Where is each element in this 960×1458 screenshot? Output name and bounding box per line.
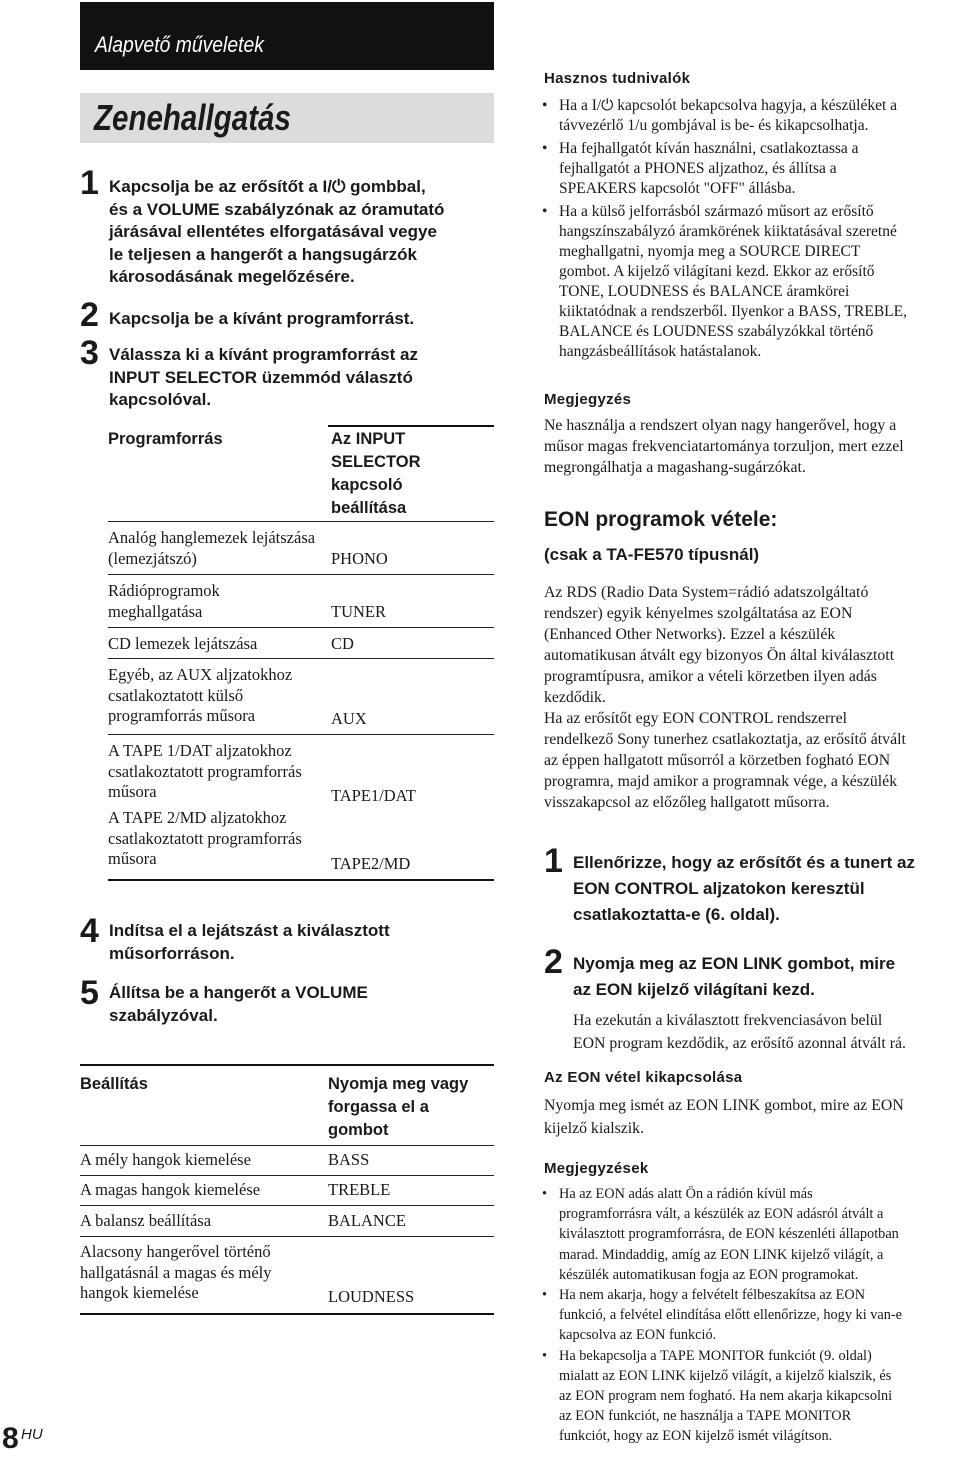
table-header-setting: Az INPUT SELECTOR kapcsoló beállítása bbox=[331, 430, 421, 517]
table-row-rule bbox=[108, 574, 494, 575]
eon-step-2-number: 2 bbox=[544, 943, 563, 981]
table-top-rule bbox=[80, 1064, 494, 1066]
eon-off-heading: Az EON vétel kikapcsolása bbox=[544, 1069, 743, 1086]
table-cell-source: Rádióprogramok meghallgatása bbox=[108, 581, 220, 621]
eon-intro: Az RDS (Radio Data System=rádió adatszolgáltató rendszer) egyik kényelmes szolgáltatása az EON (Enhanced Other Networks). Ezzel a készülék automatikusan átvált egy bizonyos Ön által kiválasztott programtípusra, amikor a vételi körzetben ilyen adás kezdődik. Ha az erősítőt egy EON CONTROL rendszerrel rendelkező Sony tunerhez csatlakoztatja, az erősítő átvált az éppen hallgatott műsorról a körzetben fogható EON programra, majd amikor a programnak vége, a készülék visszakapcsol az előzőleg hallgatott műsorra. bbox=[544, 584, 906, 811]
step-number: 4 bbox=[80, 912, 99, 950]
table-cell-setting: A mély hangok kiemelése bbox=[80, 1150, 251, 1169]
notes-list bbox=[540, 1184, 960, 1447]
step-text: Kapcsolja be az erősítőt a I/⏻ gombbal, és a VOLUME szabályzónak az óramutató járásával ellentétes elforgatásával vegye le teljesen a hangerőt a hangsugárzók károsodásának megelőzésére. bbox=[109, 177, 445, 286]
tips-heading: Hasznos tudnivalók bbox=[544, 70, 691, 87]
page-language: HU bbox=[21, 1426, 43, 1443]
eon-step-1-text: Ellenőrizze, hogy az erősítőt és a tunert az EON CONTROL aljzatokon keresztül csatlakoztatta-e (6. oldal). bbox=[573, 853, 915, 924]
note-text: Ne használja a rendszert olyan nagy hangerővel, hogy a műsor magas frekvenciatartománya torzuljon, mert ezzel megrongálhatja a magashang-sugárzókat. bbox=[544, 417, 904, 476]
table-cell-setting: Alacsony hangerővel történő hallgatásnál a magas és mély hangok kiemelése bbox=[80, 1242, 272, 1302]
step-text: Kapcsolja be a kívánt programforrást. bbox=[109, 309, 415, 328]
table-bottom-rule bbox=[108, 879, 494, 881]
step-text: Indítsa el a lejátszást a kiválasztott műsorforráson. bbox=[109, 921, 390, 963]
table-bottom-rule bbox=[80, 1313, 494, 1315]
tips-list bbox=[540, 96, 960, 362]
table-row-rule bbox=[80, 1205, 494, 1206]
note-heading: Megjegyzés bbox=[544, 391, 632, 408]
eon-step-2-text: Nyomja meg az EON LINK gombot, mire az EON kijelző világítani kezd. bbox=[573, 954, 896, 999]
table-cell-control: BASS bbox=[328, 1150, 370, 1169]
table-cell-control: LOUDNESS bbox=[328, 1287, 415, 1306]
eon-off-text: Nyomja meg ismét az EON LINK gombot, mire az EON kijelző kialszik. bbox=[544, 1097, 904, 1137]
table-row-rule bbox=[108, 734, 494, 735]
table-header-rule bbox=[108, 521, 494, 522]
list-item: • Ha nem akarja, hogy a felvételt félbeszakítsa az EON funkció, a felvétel elindítása előtt ellenőrizze, hogy ki van-e kapcsolva az EON funkció. bbox=[540, 1285, 960, 1346]
eon-step-1-number: 1 bbox=[544, 842, 563, 880]
table-row-rule bbox=[80, 1175, 494, 1176]
table-top-rule bbox=[328, 425, 494, 427]
table-header-rule bbox=[80, 1145, 494, 1146]
table-row-rule bbox=[108, 627, 494, 628]
table-cell-control: BALANCE bbox=[328, 1211, 406, 1230]
step-text: Válassza ki a kívánt programforrást az INPUT SELECTOR üzemmód választó kapcsolóval. bbox=[109, 345, 418, 409]
page-title: Zenehallgatás bbox=[94, 97, 291, 138]
step-number: 1 bbox=[80, 164, 99, 202]
page-title-bar bbox=[80, 93, 494, 143]
table-cell-source: A TAPE 2/MD aljzatokhoz csatlakoztatott programforrás műsora bbox=[108, 808, 302, 868]
table-cell-setting: A magas hangok kiemelése bbox=[80, 1180, 261, 1199]
section-label: Alapvető műveletek bbox=[95, 32, 264, 57]
table-header-setting: Beállítás bbox=[80, 1075, 148, 1093]
table-cell-setting: TAPE2/MD bbox=[331, 854, 411, 873]
table-cell-setting: PHONO bbox=[331, 549, 388, 568]
eon-title: EON programok vétele: bbox=[544, 508, 778, 531]
table-row-rule bbox=[80, 1236, 494, 1237]
list-item: • Ha az EON adás alatt Ön a rádión kívül más programforrásra vált, a készülék az EON adásról átvált a kiválasztott programforrásra, de EON készenléti állapotban marad. Mindaddig, amíg az EON LINK kijelző világít, a készülék automatikusan fogja az EON programokat. bbox=[540, 1184, 960, 1285]
table-row-rule bbox=[108, 658, 494, 659]
table-cell-source: A TAPE 1/DAT aljzatokhoz csatlakoztatott programforrás műsora bbox=[108, 741, 302, 801]
table-cell-source: CD lemezek lejátszása bbox=[108, 634, 258, 653]
step-number: 5 bbox=[80, 974, 99, 1012]
step-number: 3 bbox=[80, 334, 99, 372]
table-cell-setting: AUX bbox=[331, 709, 367, 728]
list-item: • Ha a I/⏻ kapcsolót bekapcsolva hagyja, a készüléket a távvezérlő 1/u gombjával is be- és kikapcsolhatja. bbox=[540, 96, 960, 136]
step-number: 2 bbox=[80, 296, 99, 334]
eon-step-2-detail: Ha ezekután a kiválasztott frekvenciasávon belül EON program kezdődik, az erősítő azonnal átvált rá. bbox=[573, 1012, 906, 1052]
page-number: 8 bbox=[2, 1422, 19, 1455]
list-item: • Ha bekapcsolja a TAPE MONITOR funkciót (9. oldal) mialatt az EON LINK kijelző világít, a kijelző kialszik, és az EON program nem fogható. Ha nem akarja kikapcsolni az EON funkciót, ne használja a TAPE MONITOR funkciót, hogy az EON kijelző ismét világítson. bbox=[540, 1346, 960, 1447]
table-header-control: Nyomja meg vagy forgassa el a gombot bbox=[328, 1075, 469, 1139]
list-item: • Ha a külső jelforrásból származó műsort az erősítő hangszínszabályzó áramkörének kiiktatásával szeretné meghallgatni, nyomja meg a SOURCE DIRECT gombot. A kijelző világítani kezd. Ekkor az erősítő TONE, LOUDNESS és BALANCE áramkörei kiiktatódnak a rendszerből. Ilyenkor a BASS, TREBLE, BALANCE és LOUDNESS szabályzókkal történő hangzásbeállítások hatástalanok. bbox=[540, 202, 960, 362]
table-cell-setting: CD bbox=[331, 634, 354, 653]
table-cell-control: TREBLE bbox=[328, 1180, 391, 1199]
notes-heading: Megjegyzések bbox=[544, 1160, 649, 1177]
list-item: • Ha fejhallgatót kíván használni, csatlakoztassa a fejhallgatót a PHONES aljzathoz, és állítsa a SPEAKERS kapcsolót "OFF" állásba. bbox=[540, 139, 960, 199]
table-cell-setting: A balansz beállítása bbox=[80, 1211, 212, 1230]
table-cell-source: Analóg hanglemezek lejátszása (lemezjátszó) bbox=[108, 528, 316, 568]
table-cell-source: Egyéb, az AUX aljzatokhoz csatlakoztatott külső programforrás műsora bbox=[108, 665, 293, 725]
eon-subtitle: (csak a TA-FE570 típusnál) bbox=[544, 545, 760, 564]
section-header-band bbox=[80, 2, 494, 70]
table-cell-setting: TUNER bbox=[331, 602, 386, 621]
step-text: Állítsa be a hangerőt a VOLUME szabályzóval. bbox=[109, 983, 368, 1025]
table-cell-setting: TAPE1/DAT bbox=[331, 786, 416, 805]
table-header-source: Programforrás bbox=[108, 430, 223, 448]
